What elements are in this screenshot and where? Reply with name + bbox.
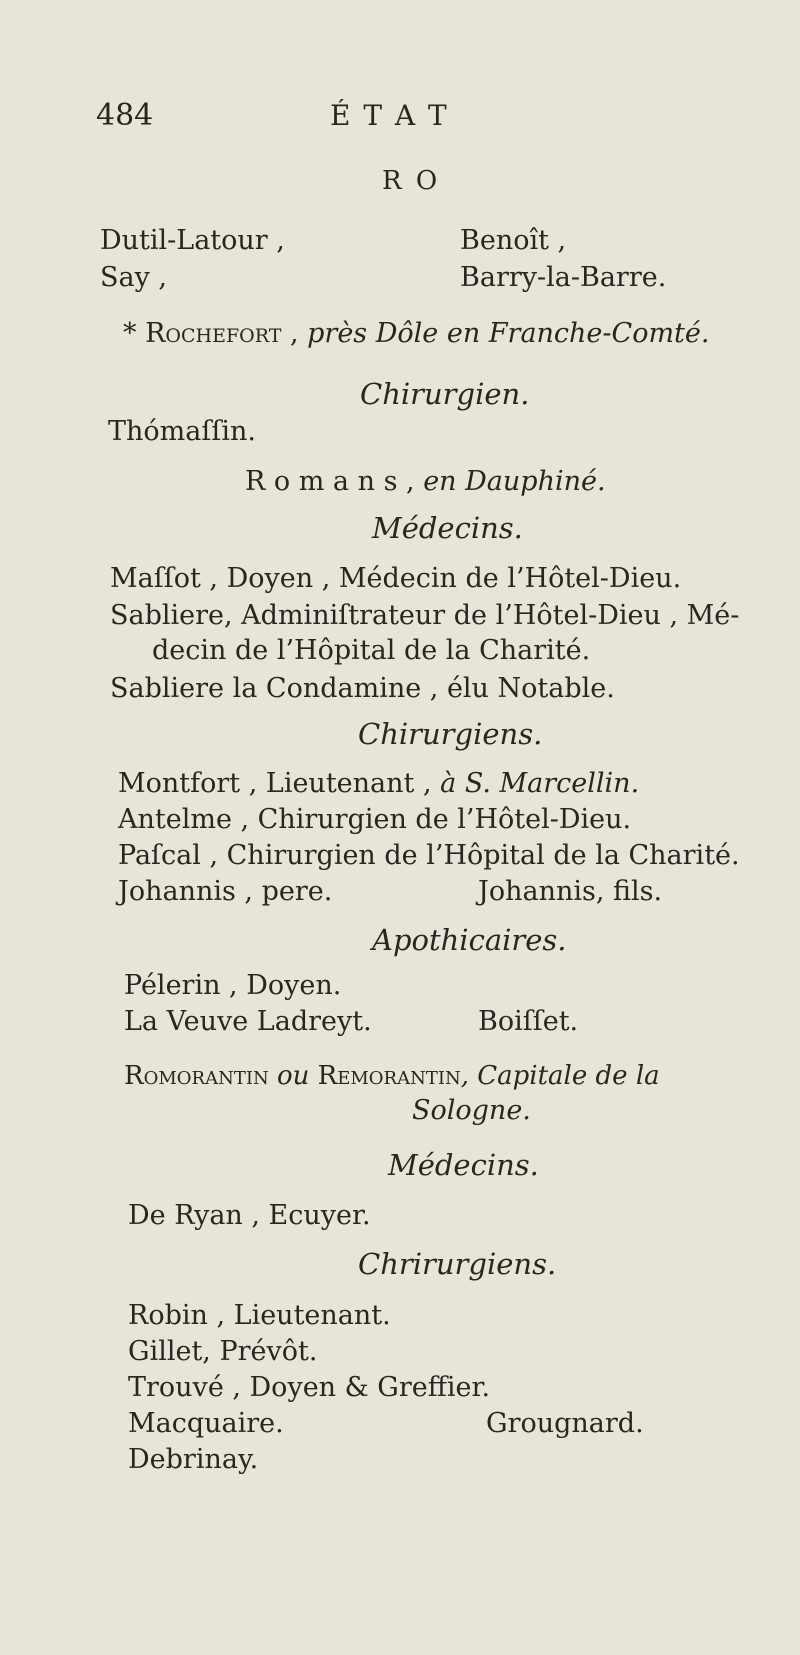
name-entry: La Veuve Ladreyt. [124, 1006, 372, 1037]
section-heading: Apothicaires. [372, 923, 567, 957]
name-entry: Debrinay. [128, 1444, 259, 1475]
place-location: près Dôle en Franche-Comté. [307, 318, 710, 349]
entry-location: à S. Marcellin. [440, 768, 640, 799]
place-heading [245, 466, 606, 498]
section-letters: R O [382, 166, 441, 196]
separator: , [281, 318, 308, 349]
name-entry: Thómaſſin. [108, 416, 256, 447]
name-entry: Benoît , [460, 225, 567, 256]
name-entry: Sabliere, Adminiſtrateur de l’Hôtel-Dieu , Mé- [110, 600, 740, 631]
name-entry: Johannis, fils. [478, 876, 663, 907]
name-entry: Dutil-Latour , [100, 225, 285, 256]
name-entry: Antelme , Chirurgien de l’Hôtel-Dieu. [118, 804, 632, 835]
section-heading: Chirurgien. [360, 377, 530, 411]
section-heading: Chirurgiens. [358, 717, 543, 751]
name-entry: Paſcal , Chirurgien de l’Hôpital de la Charité. [118, 840, 740, 871]
name-entry: Johannis , pere. [118, 876, 333, 907]
name-entry-continued: decin de l’Hôpital de la Charité. [152, 635, 591, 666]
conjunction: ou [276, 1061, 310, 1091]
name-entry: Grougnard. [486, 1408, 644, 1439]
place-name: Rochefort [145, 318, 282, 349]
name-entry: Maſſot , Doyen , Médecin de l’Hôtel-Dieu. [110, 563, 682, 594]
name-entry: De Ryan , Ecuyer. [128, 1200, 371, 1231]
name-entry: Macquaire. [128, 1408, 284, 1439]
name-entry: Pélerin , Doyen. [124, 970, 342, 1001]
place-location: , Capitale de la [460, 1061, 660, 1091]
section-heading: Chrirurgiens. [358, 1247, 557, 1281]
name-entry: Say , [100, 262, 168, 293]
page-number: 484 [96, 98, 154, 133]
name-entry: Gillet, Prévôt. [128, 1336, 318, 1367]
place-name: Romorantin [124, 1061, 269, 1091]
place-location: en Dauphiné. [423, 466, 606, 497]
section-heading: Médecins. [388, 1148, 539, 1182]
place-name-alt: Remorantin [317, 1061, 461, 1091]
entry-name: Montfort , Lieutenant , [118, 768, 432, 799]
name-entry [118, 768, 639, 800]
section-heading: Médecins. [372, 511, 523, 545]
name-entry: Trouvé , Doyen & Greffier. [128, 1372, 491, 1403]
name-entry: Barry-la-Barre. [460, 262, 667, 293]
place-heading [124, 1060, 660, 1092]
place-heading [123, 318, 709, 350]
place-name: R o m a n s , [245, 466, 415, 497]
name-entry: Sabliere la Condamine , élu Notable. [110, 673, 615, 704]
asterisk: * [123, 318, 137, 349]
name-entry: Boiſſet. [478, 1006, 579, 1037]
place-location-continued: Sologne. [412, 1095, 531, 1126]
running-title: É T A T [330, 99, 449, 132]
name-entry: Robin , Lieutenant. [128, 1300, 391, 1331]
